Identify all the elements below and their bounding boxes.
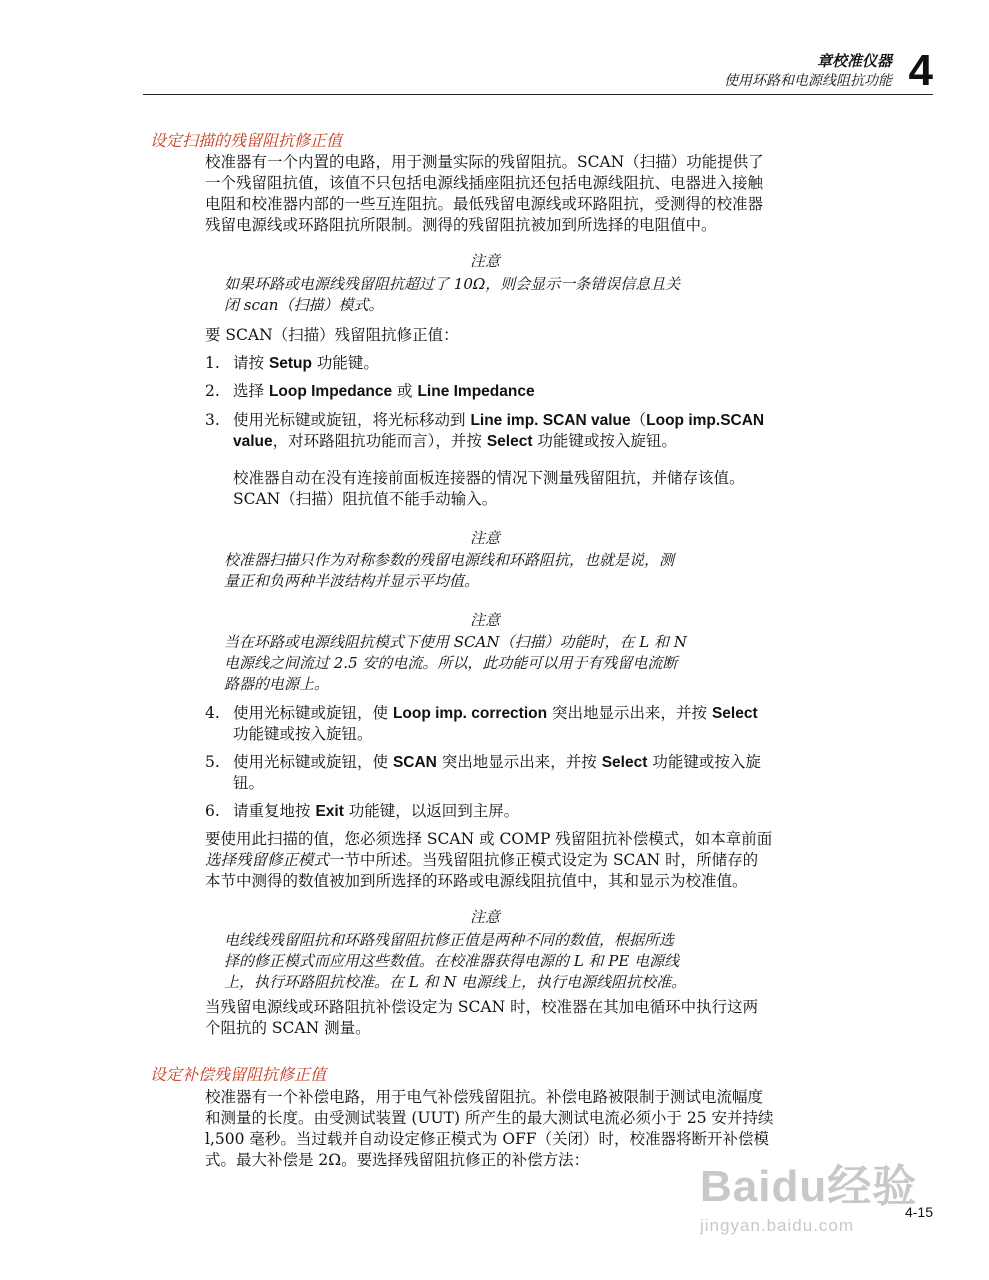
step-2: 2. 选择 Loop Impedance 或 Line Impedance [205,382,535,400]
chapter-subtitle: 使用环路和电源线阻抗功能 [724,73,892,89]
watermark-url: jingyan.baidu.com [700,1216,855,1235]
step-3: 3. 使用光标键或旋钮，将光标移动到 Line imp. SCAN value（Loop imp.SCAN value，对环路阻抗功能而言），并按 Select 功能键或按入旋钮。 [205,411,765,450]
paragraph-intro: 校准器有一个内置的电路，用于测量实际的残留阻抗。SCAN（扫描）功能提供了 一个残留阻抗值，该值不只包括电源线插座阻抗还包括电源线阻抗、电器进入接触 电阻和校准器内部的一些互连阻抗。最低残留电源线或环路阻抗，受测得的校准器 残留电源线或环路阻抗所限制。测得的残留阻抗被加到所选择的电阻值中。 [205,153,764,234]
page-number: 4-15 [904,1204,933,1220]
chapter-number: 4 [908,46,933,95]
steps-intro: 要 SCAN（扫描）残留阻抗修正值： [205,326,459,344]
header-rule [143,94,933,95]
step-3-detail: 校准器自动在没有连接前面板连接器的情况下测量残留阻抗，并储存该值。 SCAN（扫描）阻抗值不能手动输入。 [233,469,745,508]
step-6: 6. 请重复地按 Exit 功能键，以返回到主屏。 [205,802,520,820]
section-title-comp: 设定补偿残留阻抗修正值 [150,1065,327,1084]
step-5: 5. 使用光标键或旋钮，使 SCAN 突出地显示出来，并按 Select 功能键或按入旋 钮。 [205,753,761,792]
baidu-watermark [700,1150,917,1236]
note-block: 如果环路或电源线残留阻抗超过了 10Ω，则会显示一条错误信息且关 闭 scan（扫描）模式。 [224,275,681,314]
watermark-logo: Baidu经验 [700,1162,918,1211]
note-heading: 注意 [469,252,500,270]
paragraph-powerup: 当残留电源线或环路阻抗补偿设定为 SCAN 时，校准器在其加电循环中执行这两 个阻抗的 SCAN 测量。 [205,998,759,1037]
chapter-title: 章校准仪器 [816,52,892,70]
note-heading: 注意 [469,908,500,926]
note-heading: 注意 [469,611,500,629]
paragraph-usage: 要使用此扫描的值，您必须选择 SCAN 或 COMP 残留阻抗补偿模式，如本章前面 选择残留修正模式一节中所述。当残留阻抗修正模式设定为 SCAN 时，所储存的 本节中测得的数值被加到所选择的环路或电源线阻抗值中，其和显示为校准值。 [205,830,773,890]
note-heading: 注意 [469,529,500,547]
paragraph-comp: 校准器有一个补偿电路，用于电气补偿残留阻抗。补偿电路被限制于测试电流幅度 和测量的长度。由受测试装置 (UUT) 所产生的最大测试电流必须小于 25 安并持续 l,500 毫秒。当过载并自动设定修正模式为 OFF（关闭）时，校准器将断开补偿模 式。最大补偿是 2Ω。要选择残留阻抗修正的补偿方法： [205,1088,774,1169]
step-1: 1. 请按 Setup 功能键。 [205,354,379,372]
note-block: 电线线残留阻抗和环路残留阻抗修正值是两种不同的数值，根据所选 择的修正模式而应用这些数值。在校准器获得电源的 L 和 PE 电源线 上，执行环路阻抗校准。在 L 和 N 电源线上，执行电源线阻抗校准。 [224,931,687,991]
note-block: 校准器扫描只作为对称参数的残留电源线和环路阻抗，也就是说，测 量正和负两种半波结构并显示平均值。 [224,551,675,590]
note-block: 当在环路或电源线阻抗模式下使用 SCAN（扫描）功能时，在 L 和 N 电源线之间流过 2.5 安的电流。所以，此功能可以用于有残留电流断 路器的电源上。 [224,633,687,693]
step-4: 4. 使用光标键或旋钮，使 Loop imp. correction 突出地显示出来，并按 Select 功能键或按入旋钮。 [205,704,758,743]
section-title-scan: 设定扫描的残留阻抗修正值 [150,131,343,150]
